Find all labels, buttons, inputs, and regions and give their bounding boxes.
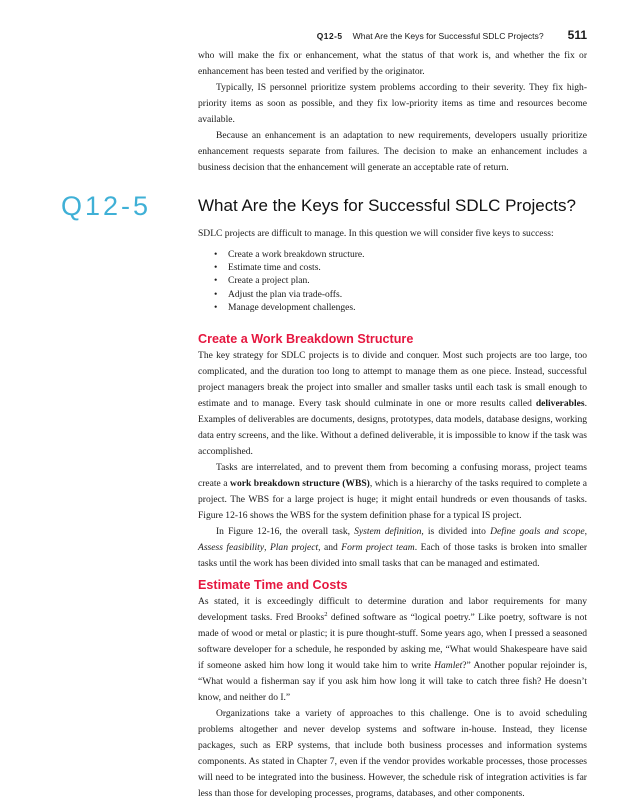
list-item-text: Create a project plan. (228, 275, 310, 287)
paragraph (198, 128, 587, 176)
list-item (214, 261, 587, 274)
text-run: , which is a hierarchy of the tasks required to complete a project. The WBS for a large project is huge; it might entail hundreds or even thousands of tasks. Figure 12-16 shows the WBS for the system definition phase for a typical IS project. (198, 478, 587, 522)
bullet-icon: • (214, 301, 218, 313)
key-term: work breakdown structure (WBS) (230, 478, 370, 490)
footnote-ref: 2 (324, 610, 328, 618)
emphasis: Assess feasibility (198, 542, 265, 554)
paragraph (198, 348, 587, 460)
text-run: who will make the fix or enhancement, what the status of that work is, and whether the fix or enhancement has been tested and verified by the originator. (198, 50, 587, 77)
emphasis: Plan project (269, 542, 319, 554)
paragraph (198, 524, 587, 572)
list-item-text: Adjust the plan via trade-offs. (228, 288, 343, 300)
section-number: Q12-5 (61, 191, 152, 221)
subheading-estimate: Estimate Time and Costs (198, 578, 348, 593)
running-head-title: What Are the Keys for Successful SDLC Projects? (352, 31, 544, 41)
text-run: ?” Another popular rejoinder is, “What would a fisherman say if you ask him how long it will take to catch three fish? He doesn’t know, and neither do I.” (198, 660, 587, 704)
emphasis: Hamlet (434, 660, 463, 672)
key-term: deliverables (535, 398, 585, 410)
paragraph (198, 594, 587, 706)
text-run: , (584, 526, 587, 538)
text-run: Typically, IS personnel prioritize system problems according to their severity. They fix high-priority items as soon as possible, and they fix low-priority items as time and resources become available. (198, 82, 587, 125)
list-item-text: Manage development challenges. (228, 301, 356, 313)
text-run: Because an enhancement is an adaptation to new requirements, developers usually prioritize enhancement requests separate from failures. The decision to make an enhancement includes a business decision that the enhancement will generate an acceptable rate of return. (198, 130, 587, 173)
text-run: , (264, 542, 270, 554)
keys-list (214, 248, 587, 314)
bullet-icon: • (214, 249, 218, 260)
list-item-text: Estimate time and costs. (228, 262, 321, 274)
text-run: Organizations take a variety of approaches to this challenge. One is to avoid scheduling problems altogether and never develop systems and software in-house. Instead, they license packages, such as ERP systems, that include both business processes and information systems components. As stated in Chapter 7, even if the vendor provides workable processes, those processes will need to be integrated into the business. However, the schedule risk of integration activities is far less than those for developing processes, programs, databases, and other components. (198, 708, 587, 800)
emphasis: Form project team (341, 542, 415, 554)
text-run: . Examples of deliverables are documents, designs, prototypes, data models, database designs, working data entry screens, and the like. Without a defined deliverable, it is impossible to know if the task was accomplished. (198, 398, 587, 458)
text-run: In Figure 12-16, the overall task, (216, 526, 355, 538)
bullet-icon: • (214, 262, 218, 274)
paragraph (198, 48, 587, 80)
text-run: , is divided into (421, 526, 491, 538)
paragraph (198, 80, 587, 128)
emphasis: Define goals and scope (490, 526, 585, 538)
bullet-icon: • (214, 288, 218, 300)
emphasis: System definition (354, 526, 422, 538)
continued-text (198, 48, 587, 176)
wbs-body (198, 348, 587, 572)
section-intro: SDLC projects are difficult to manage. In this question we will consider five keys to success: (198, 228, 554, 239)
text-run: The key strategy for SDLC projects is to divide and conquer. Most such projects are too large, too complicated, and the duration too long to attempt to manage them as one piece. Instead, successful project managers break the project into smaller and smaller tasks until each task is small enough to estimate and to manage. Every task should culminate in one or more results called (198, 350, 587, 410)
running-head-section-number: Q12-5 (316, 31, 343, 41)
section-title: What Are the Keys for Successful SDLC Projects? (198, 196, 576, 215)
text-run: defined software as “logical poetry.” Like poetry, software is not made of wood or metal or plastic; it is pure thought-stuff. Some years ago, when I pressed a seasoned software developer for a schedule, he responded by asking me, “What would Shakespeare have said if someone asked him how long it would take him to write (198, 612, 587, 672)
estimate-body (198, 594, 587, 802)
subheading-wbs: Create a Work Breakdown Structure (198, 332, 414, 347)
text-run: . Each of those tasks is broken into smaller tasks until the work has been divided into small tasks that can be managed and estimated. (198, 542, 588, 570)
text-run: , and (318, 542, 342, 554)
page-number: 511 (567, 28, 587, 42)
list-item (214, 274, 587, 287)
text-run: Tasks are interrelated, and to prevent them from becoming a confusing morass, project teams create a (198, 462, 587, 490)
running-head (150, 28, 587, 42)
paragraph (198, 460, 587, 524)
list-item (214, 301, 587, 314)
text-run: As stated, it is exceedingly difficult to determine duration and labor requirements for many development tasks. Fred Brooks (198, 596, 587, 624)
section-header (61, 191, 587, 226)
text-column (61, 48, 588, 802)
list-item (214, 288, 587, 301)
bullet-icon: • (214, 275, 218, 287)
list-item (214, 248, 587, 261)
list-item-text: Create a work breakdown structure. (228, 249, 365, 260)
paragraph (198, 706, 587, 802)
